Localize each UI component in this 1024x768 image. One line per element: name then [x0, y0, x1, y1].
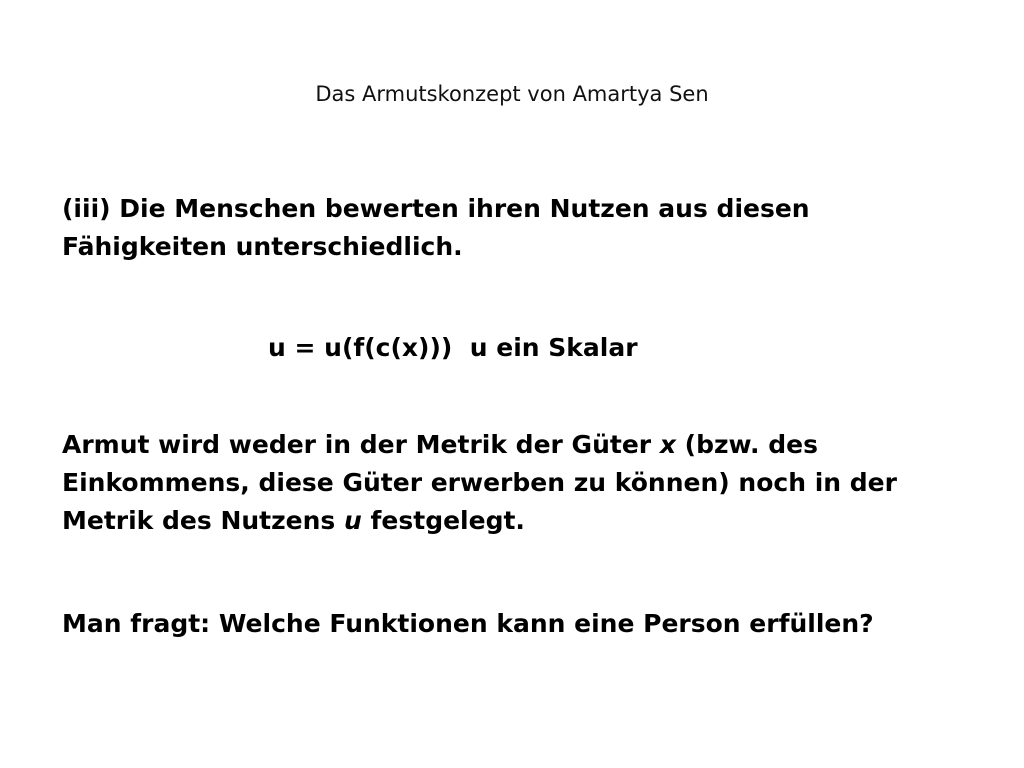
paragraph-poverty-metric-part1: Armut wird weder in der Metrik der Güter	[62, 430, 660, 459]
variable-x: x	[659, 430, 676, 459]
paragraph-valuation: (iii) Die Menschen bewerten ihren Nutzen aus diesen Fähigkeiten unterschiedlich.	[62, 194, 810, 261]
paragraph-poverty-metric-part3: festgelegt.	[361, 506, 525, 535]
variable-u: u	[344, 506, 362, 535]
paragraph-poverty-metric-part2: (bzw. des Einkommens, diese Güter erwerben zu können) noch in der Metrik des Nutzens	[62, 430, 897, 535]
paragraph-poverty-metric	[62, 426, 962, 540]
utility-formula: u = u(f(c(x))) u ein Skalar	[268, 333, 638, 362]
slide-title: Das Armutskonzept von Amartya Sen	[315, 82, 709, 106]
paragraph-question: Man fragt: Welche Funktionen kann eine Person erfüllen?	[62, 609, 874, 638]
